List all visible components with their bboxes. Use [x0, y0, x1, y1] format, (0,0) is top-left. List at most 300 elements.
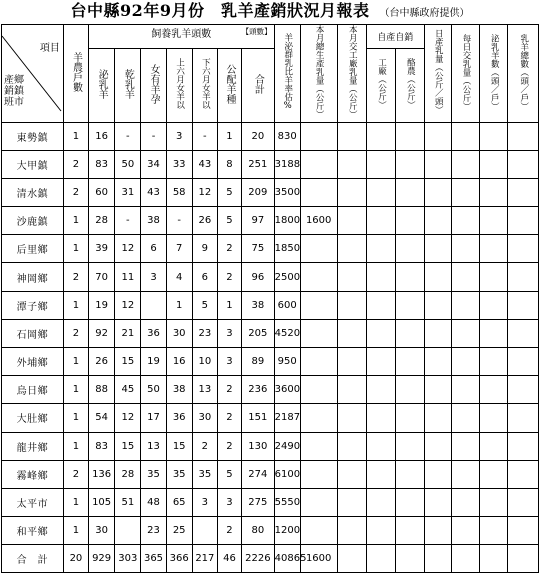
cell-o6: 35 [166, 460, 192, 488]
col-lactating-per-hh: 泌乳羊數（頭／戶） [480, 25, 508, 123]
cell-empty [480, 404, 508, 432]
table-row [2, 178, 539, 206]
cell-empty [366, 150, 395, 178]
cell-hh: 1 [63, 122, 88, 150]
cell-empty [337, 517, 366, 545]
cell-empty [424, 150, 451, 178]
cell-breed: 46 [217, 545, 241, 572]
cell-empty [424, 319, 451, 347]
cell-breed: 1 [217, 122, 241, 150]
cell-empty [480, 207, 508, 235]
cell-fac [300, 488, 337, 516]
cell-preg: 23 [141, 517, 166, 545]
report-title [0, 0, 540, 24]
cell-o6: - [166, 207, 192, 235]
cell-dry: 12 [115, 291, 141, 319]
cell-empty [396, 545, 424, 572]
cell-o6: 65 [166, 488, 192, 516]
cell-fac [300, 319, 337, 347]
cell-empty [424, 376, 451, 404]
cell-empty [366, 488, 395, 516]
cell-empty [451, 517, 479, 545]
cell-town: 潭子鄉 [2, 291, 64, 319]
table-row [2, 376, 539, 404]
herd-group-header [89, 25, 275, 49]
cell-lact: 16 [89, 122, 115, 150]
cell-empty [480, 178, 508, 206]
cell-lact: 83 [89, 432, 115, 460]
cell-empty [396, 207, 424, 235]
cell-o6: 58 [166, 178, 192, 206]
cell-prod: 2187 [274, 404, 300, 432]
herd-unit-label: 【頭數】 [241, 27, 272, 36]
cell-o6: 38 [166, 376, 192, 404]
cell-empty [424, 404, 451, 432]
cell-empty [396, 122, 424, 150]
cell-empty [337, 178, 366, 206]
cell-hh: 1 [63, 207, 88, 235]
cell-total: 151 [242, 404, 275, 432]
cell-empty [451, 488, 479, 516]
col-over6: 上六月女羊以 [166, 49, 192, 122]
col-self-farmer: 酪農（公斤） [396, 49, 424, 122]
cell-empty [366, 122, 395, 150]
cell-lact: 60 [89, 178, 115, 206]
cell-prod: 5550 [274, 488, 300, 516]
col-pregnant: 女有羊孕 [141, 49, 166, 122]
cell-breed: 3 [217, 319, 241, 347]
cell-town: 大甲鎮 [2, 150, 64, 178]
cell-empty [451, 235, 479, 263]
cell-empty [451, 348, 479, 376]
cell-empty [396, 319, 424, 347]
cell-empty [508, 404, 539, 432]
col-under6: 下六月女羊以 [192, 49, 217, 122]
herd-group-label: 飼養乳羊頭數 [151, 29, 212, 40]
cell-empty [480, 291, 508, 319]
cell-prod: 1200 [274, 517, 300, 545]
cell-empty [451, 319, 479, 347]
cell-town: 后里鄉 [2, 235, 64, 263]
cell-o6: 16 [166, 348, 192, 376]
cell-town: 太平市 [2, 488, 64, 516]
cell-empty [508, 291, 539, 319]
cell-preg: 36 [141, 319, 166, 347]
cell-total: 236 [242, 376, 275, 404]
cell-u6: 6 [192, 263, 217, 291]
cell-prod: 1850 [274, 235, 300, 263]
cell-empty [508, 178, 539, 206]
cell-dry: 51 [115, 488, 141, 516]
cell-u6: 12 [192, 178, 217, 206]
cell-empty [508, 460, 539, 488]
cell-breed: 2 [217, 263, 241, 291]
cell-lact: 105 [89, 488, 115, 516]
cell-empty [424, 460, 451, 488]
cell-lact: 929 [89, 545, 115, 572]
cell-u6: 43 [192, 150, 217, 178]
cell-fac [300, 376, 337, 404]
cell-preg: 48 [141, 488, 166, 516]
cell-empty [337, 263, 366, 291]
cell-lact: 83 [89, 150, 115, 178]
table-row [2, 488, 539, 516]
cell-empty [366, 517, 395, 545]
col-total: 合計 [242, 49, 275, 122]
cell-town: 合 計 [2, 545, 64, 572]
report-table [1, 24, 539, 573]
cell-lact: 26 [89, 348, 115, 376]
cell-o6: 25 [166, 517, 192, 545]
cell-o6: 366 [166, 545, 192, 572]
cell-fac [300, 235, 337, 263]
cell-fac [300, 432, 337, 460]
cell-lact: 19 [89, 291, 115, 319]
cell-preg: 34 [141, 150, 166, 178]
cell-lact: 136 [89, 460, 115, 488]
cell-fac [300, 122, 337, 150]
cell-total: 80 [242, 517, 275, 545]
cell-empty [424, 178, 451, 206]
total-row [2, 545, 539, 572]
cell-total: 205 [242, 319, 275, 347]
cell-empty [366, 207, 395, 235]
cell-empty [424, 348, 451, 376]
cell-u6: 3 [192, 488, 217, 516]
cell-dry: 45 [115, 376, 141, 404]
cell-empty [337, 488, 366, 516]
cell-empty [480, 517, 508, 545]
cell-prod: 3188 [274, 150, 300, 178]
cell-town: 石岡鄉 [2, 319, 64, 347]
table-row [2, 207, 539, 235]
cell-o6: 7 [166, 235, 192, 263]
cell-u6: 10 [192, 348, 217, 376]
cell-hh: 2 [63, 460, 88, 488]
cell-breed: 1 [217, 291, 241, 319]
table-row [2, 404, 539, 432]
table-row [2, 235, 539, 263]
cell-empty [508, 319, 539, 347]
cell-u6: - [192, 122, 217, 150]
table-row [2, 460, 539, 488]
cell-empty [396, 376, 424, 404]
cell-fac: 1600 [300, 207, 337, 235]
cell-prod: 2490 [274, 432, 300, 460]
cell-empty [396, 178, 424, 206]
cell-empty [451, 122, 479, 150]
cell-empty [396, 517, 424, 545]
cell-o6: 4 [166, 263, 192, 291]
cell-prod: 3500 [274, 178, 300, 206]
cell-preg: - [141, 122, 166, 150]
cell-empty [396, 150, 424, 178]
cell-total: 274 [242, 460, 275, 488]
cell-empty [337, 319, 366, 347]
cell-hh: 1 [63, 348, 88, 376]
col-monthly-production: 本月總生產乳量（公斤） [300, 25, 337, 123]
cell-empty [480, 348, 508, 376]
cell-u6: 30 [192, 404, 217, 432]
cell-fac [300, 404, 337, 432]
cell-empty [451, 291, 479, 319]
cell-u6: 13 [192, 376, 217, 404]
cell-empty [480, 432, 508, 460]
cell-empty [480, 545, 508, 572]
cell-empty [451, 207, 479, 235]
col-breeding: 公配羊種 [217, 49, 241, 122]
cell-breed: 2 [217, 432, 241, 460]
cell-hh: 1 [63, 432, 88, 460]
cell-breed: 2 [217, 235, 241, 263]
col-lactating: 泌乳羊 [89, 49, 115, 122]
cell-preg: 35 [141, 460, 166, 488]
cell-lact: 54 [89, 404, 115, 432]
table-row [2, 319, 539, 347]
cell-lact: 30 [89, 517, 115, 545]
cell-o6: 33 [166, 150, 192, 178]
cell-breed: 2 [217, 376, 241, 404]
cell-empty [480, 263, 508, 291]
cell-empty [366, 235, 395, 263]
cell-empty [366, 404, 395, 432]
cell-empty [366, 178, 395, 206]
cell-empty [337, 235, 366, 263]
cell-dry: 11 [115, 263, 141, 291]
cell-empty [451, 545, 479, 572]
cell-empty [508, 122, 539, 150]
cell-town: 烏日鄉 [2, 376, 64, 404]
cell-lact: 28 [89, 207, 115, 235]
cell-lact: 88 [89, 376, 115, 404]
cell-empty [480, 460, 508, 488]
cell-prod: 830 [274, 122, 300, 150]
cell-empty [451, 376, 479, 404]
cell-empty [480, 319, 508, 347]
self-group-header: 自產自銷 [366, 25, 424, 49]
cell-empty [451, 432, 479, 460]
cell-dry: 15 [115, 432, 141, 460]
cell-empty [337, 432, 366, 460]
cell-empty [451, 263, 479, 291]
cell-empty [337, 207, 366, 235]
cell-town: 清水鎮 [2, 178, 64, 206]
cell-empty [396, 432, 424, 460]
cell-preg [141, 291, 166, 319]
cell-preg: 365 [141, 545, 166, 572]
cell-prod: 3600 [274, 376, 300, 404]
report-body [2, 122, 539, 572]
cell-prod: 2500 [274, 263, 300, 291]
cell-empty [480, 235, 508, 263]
cell-u6: 35 [192, 460, 217, 488]
cell-preg: 17 [141, 404, 166, 432]
cell-u6: 23 [192, 319, 217, 347]
cell-empty [480, 376, 508, 404]
cell-total: 2226 [242, 545, 275, 572]
cell-dry: 12 [115, 235, 141, 263]
cell-preg: 50 [141, 376, 166, 404]
cell-empty [424, 545, 451, 572]
cell-empty [508, 207, 539, 235]
cell-hh: 2 [63, 178, 88, 206]
cell-fac [300, 460, 337, 488]
table-row [2, 517, 539, 545]
col-ratio: 羊泌群乳比羊率估% [274, 25, 300, 123]
cell-preg: 6 [141, 235, 166, 263]
cell-total: 38 [242, 291, 275, 319]
table-row [2, 432, 539, 460]
cell-total: 275 [242, 488, 275, 516]
cell-preg: 3 [141, 263, 166, 291]
cell-hh: 2 [63, 319, 88, 347]
col-dry: 乾乳羊 [115, 49, 141, 122]
cell-o6: 3 [166, 122, 192, 150]
cell-empty [337, 545, 366, 572]
cell-hh: 20 [63, 545, 88, 572]
cell-hh: 1 [63, 488, 88, 516]
cell-o6: 36 [166, 404, 192, 432]
cell-prod: 6100 [274, 460, 300, 488]
cell-o6: 30 [166, 319, 192, 347]
cell-breed: 3 [217, 488, 241, 516]
col-daily-delivery: 每日交乳量（公斤） [451, 25, 479, 123]
title-main: 台中縣92年9月份 乳羊產銷狀況月報表 [70, 1, 370, 20]
cell-u6: 2 [192, 432, 217, 460]
cell-town: 沙鹿鎮 [2, 207, 64, 235]
cell-fac [300, 150, 337, 178]
cell-lact: 39 [89, 235, 115, 263]
cell-empty [508, 488, 539, 516]
cell-empty [508, 235, 539, 263]
cell-empty [424, 207, 451, 235]
cell-u6 [192, 517, 217, 545]
cell-hh: 1 [63, 376, 88, 404]
cell-dry: 15 [115, 348, 141, 376]
cell-dry: 50 [115, 150, 141, 178]
cell-empty [396, 291, 424, 319]
cell-preg: 38 [141, 207, 166, 235]
cell-breed: 5 [217, 460, 241, 488]
cell-fac [300, 263, 337, 291]
cell-town: 神岡鄉 [2, 263, 64, 291]
cell-empty [366, 545, 395, 572]
cell-empty [424, 291, 451, 319]
cell-empty [508, 263, 539, 291]
cell-total: 89 [242, 348, 275, 376]
cell-empty [396, 348, 424, 376]
cell-empty [451, 150, 479, 178]
cell-empty [508, 348, 539, 376]
cell-hh: 1 [63, 517, 88, 545]
cell-empty [424, 122, 451, 150]
cell-hh: 1 [63, 404, 88, 432]
cell-total: 96 [242, 263, 275, 291]
cell-empty [508, 376, 539, 404]
col-households: 羊農戶數 [63, 25, 88, 123]
cell-empty [396, 263, 424, 291]
cell-empty [424, 235, 451, 263]
cell-dry: - [115, 122, 141, 150]
cell-dry: 28 [115, 460, 141, 488]
cell-empty [366, 376, 395, 404]
cell-empty [366, 263, 395, 291]
cell-empty [337, 404, 366, 432]
cell-empty [337, 348, 366, 376]
cell-dry: 12 [115, 404, 141, 432]
cell-o6: 15 [166, 432, 192, 460]
cell-breed: 2 [217, 404, 241, 432]
cell-breed: 8 [217, 150, 241, 178]
cell-lact: 92 [89, 319, 115, 347]
cell-empty [396, 488, 424, 516]
cell-empty [480, 488, 508, 516]
cell-empty [508, 517, 539, 545]
cell-empty [451, 178, 479, 206]
cell-empty [508, 150, 539, 178]
col-self-factory: 工廠（公斤） [366, 49, 395, 122]
cell-fac [300, 178, 337, 206]
cell-u6: 217 [192, 545, 217, 572]
cell-dry: 303 [115, 545, 141, 572]
cell-preg: 19 [141, 348, 166, 376]
cell-prod: 600 [274, 291, 300, 319]
cell-breed: 5 [217, 207, 241, 235]
cell-o6: 1 [166, 291, 192, 319]
cell-total: 209 [242, 178, 275, 206]
cell-empty [337, 122, 366, 150]
cell-fac [300, 348, 337, 376]
col-factory-delivery: 本月交工廠乳量（公斤） [337, 25, 366, 123]
cell-fac [300, 517, 337, 545]
cell-empty [508, 545, 539, 572]
cell-breed: 2 [217, 517, 241, 545]
cell-dry: 21 [115, 319, 141, 347]
cell-breed: 5 [217, 178, 241, 206]
cell-fac [300, 291, 337, 319]
cell-dry [115, 517, 141, 545]
cell-empty [451, 404, 479, 432]
cell-empty [366, 432, 395, 460]
cell-empty [337, 376, 366, 404]
table-row [2, 348, 539, 376]
cell-total: 130 [242, 432, 275, 460]
corner-item-label: 項目 [39, 42, 60, 54]
cell-empty [337, 291, 366, 319]
cell-dry: - [115, 207, 141, 235]
cell-empty [424, 432, 451, 460]
cell-town: 外埔鄉 [2, 348, 64, 376]
cell-empty [366, 348, 395, 376]
cell-empty [480, 150, 508, 178]
cell-empty [366, 460, 395, 488]
corner-header-cell [2, 25, 64, 123]
table-row [2, 291, 539, 319]
cell-empty [396, 460, 424, 488]
cell-town: 大肚鄉 [2, 404, 64, 432]
cell-empty [366, 319, 395, 347]
cell-empty [337, 150, 366, 178]
cell-empty [424, 263, 451, 291]
cell-preg: 13 [141, 432, 166, 460]
cell-empty [508, 432, 539, 460]
cell-prod: 950 [274, 348, 300, 376]
cell-prod: 1800 [274, 207, 300, 235]
col-total-per-hh: 乳羊總數（頭／戶） [508, 25, 539, 123]
cell-lact: 70 [89, 263, 115, 291]
cell-empty [451, 460, 479, 488]
cell-total: 97 [242, 207, 275, 235]
